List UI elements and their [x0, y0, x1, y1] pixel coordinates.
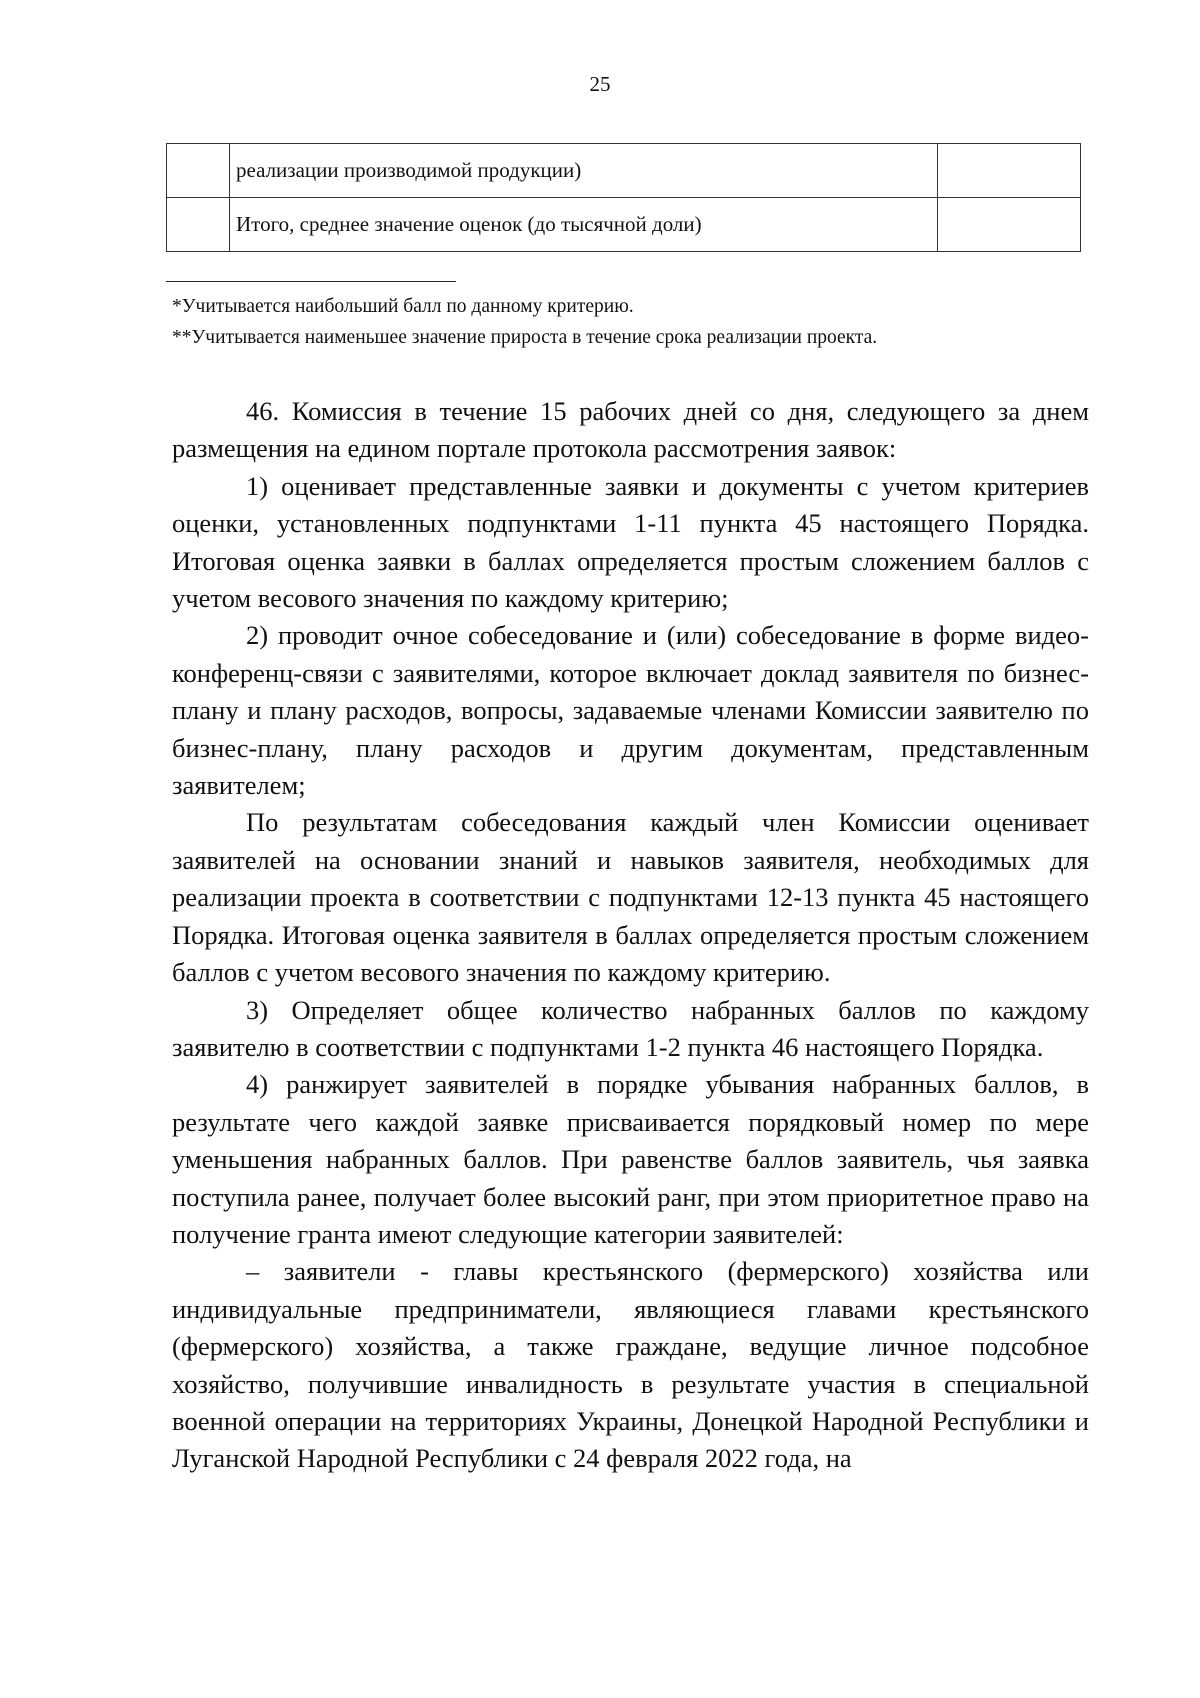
- paragraph: 46. Комиссия в течение 15 рабочих дней со дня, следующего за днем размещения на едином портале протокола рассмотрения заявок:: [172, 396, 1089, 464]
- table-row: [167, 144, 1081, 198]
- paragraph: 4) ранжирует заявителей в порядке убывания набранных баллов, в результате чего каждой заявке присваивается порядковый номер по мере уменьшения набранных баллов. При равенстве баллов заявитель, чья заявка поступила ранее, получает более высокий ранг, при этом приоритетное право на получение гранта имеют следующие категории заявителей:: [172, 1069, 1089, 1249]
- criteria-table: [166, 143, 1081, 252]
- paragraph: 1) оценивает представленные заявки и документы с учетом критериев оценки, установленных подпунктами 1-11 пункта 45 настоящего Порядка. Итоговая оценка заявки в баллах определяется простым сложением баллов с учетом весового значения по каждому критерию;: [172, 470, 1089, 614]
- paragraph: 2) проводит очное собеседование и (или) собеседование в форме видео-конференц-связи с заявителями, которое включает доклад заявителя по бизнес-плану и плану расходов, вопросы, задаваемые членами Комиссии заявителю по бизнес-плану, плану расходов и другим документам, представленным заявителем;: [172, 620, 1089, 801]
- criterion-text-cell: Итого, среднее значение оценок (до тысячной доли): [230, 198, 938, 252]
- paragraph: По результатам собеседования каждый член Комиссии оценивает заявителей на основании знаний и навыков заявителя, необходимых для реализации проекта в соответствии с подпунктами 12-13 пункта 45 настоящего Порядка. Итоговая оценка заявителя в баллах определяется простым сложением баллов с учетом весового значения по каждому критерию.: [172, 807, 1089, 988]
- row-number-cell: [167, 144, 230, 198]
- footnotes: [172, 291, 1092, 353]
- footnote: **Учитывается наименьшее значение прироста в течение срока реализации проекта.: [172, 327, 878, 348]
- paragraph: 3) Определяет общее количество набранных баллов по каждому заявителю в соответствии с подпунктами 1-2 пункта 46 настоящего Порядка.: [172, 994, 1089, 1062]
- page-number: 25: [589, 72, 611, 96]
- criterion-text-cell: реализации производимой продукции): [230, 144, 938, 198]
- score-cell: [938, 198, 1081, 252]
- body-text: [172, 393, 1089, 1478]
- row-number-cell: [167, 198, 230, 252]
- score-cell: [938, 144, 1081, 198]
- footnote-divider: [166, 281, 456, 282]
- paragraph: – заявители - главы крестьянского (фермерского) хозяйства или индивидуальные предприниматели, являющиеся главами крестьянского (фермерского) хозяйства, а также граждане, ведущие личное подсобное хозяйство, получившие инвалидность в результате участия в специальной военной операции на территориях Украины, Донецкой Народной Республики и Луганской Народной Республики с 24 февраля 2022 года, на: [172, 1256, 1089, 1474]
- table-row: [167, 198, 1081, 252]
- footnote: *Учитывается наибольший балл по данному критерию.: [172, 296, 634, 317]
